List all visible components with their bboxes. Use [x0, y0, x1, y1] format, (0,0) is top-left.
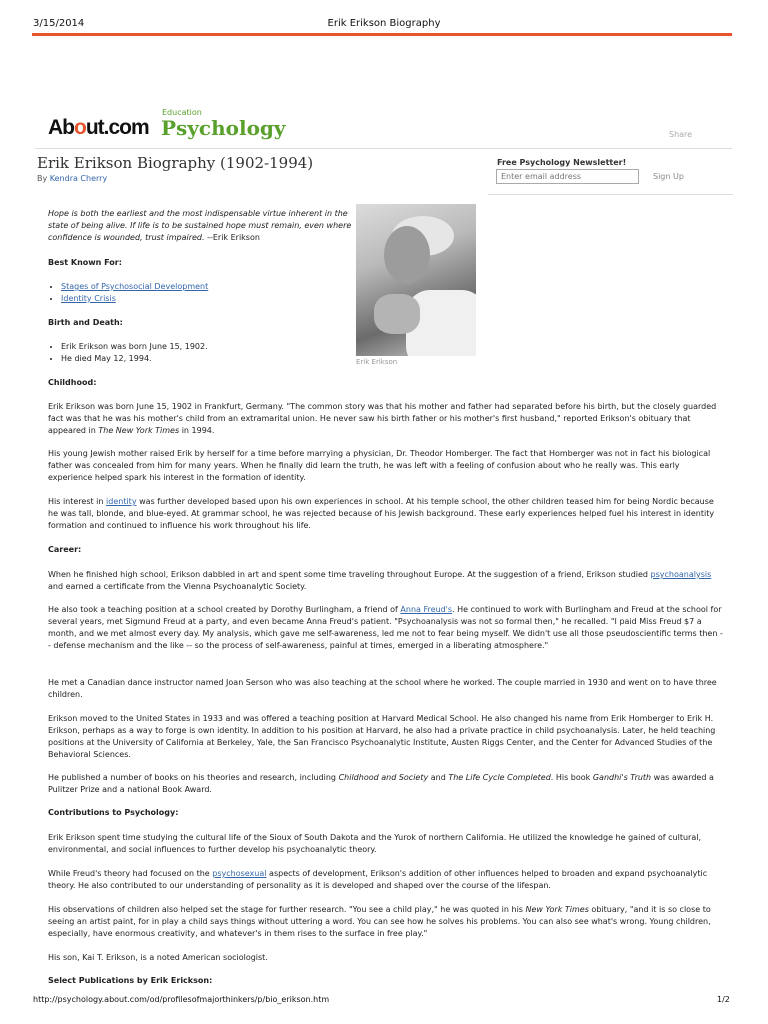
identity-crisis-link[interactable]: Identity Crisis [61, 294, 116, 303]
career-paragraph-4: Erikson moved to the United States in 1933 and was offered a teaching position at Harvard Medical School. He also changed his name from Erik Homberger to Erik H. Erikson, perhaps as a way to forge is own identity. In addition to his position at Harvard, he also had a private practice in child psychoanalysis. Later, he held teaching positions at the University of California at Berkeley, Yale, the San Francisco Psychoanalytic Institute, Austen Riggs Center, and the Center for Advanced Studies of the Behavioral Sciences. [48, 714, 716, 759]
signup-button[interactable]: Sign Up [653, 172, 684, 181]
print-date: 3/15/2014 [33, 18, 85, 29]
epigraph-quote [48, 208, 353, 244]
list-item: • He died May 12, 1994. [61, 353, 208, 365]
childhood-paragraph-1 [48, 401, 723, 437]
share-link[interactable]: Share [669, 130, 693, 139]
contributions-paragraph-2 [48, 868, 723, 892]
page-number: 1/2 [717, 995, 730, 1004]
header-divider [32, 33, 732, 36]
career-paragraph-2 [48, 604, 723, 652]
list-item: • Erik Erikson was born June 15, 1902. [61, 341, 208, 353]
career-paragraph-1 [48, 569, 723, 593]
book-title: Gandhi's Truth [592, 773, 652, 782]
text: obituary, "and it is so close to seeing an artist paint, for in play a child says things without uttering a word. You can see how he solves his problems. You can also see what's wrong. Young children, especially, have enormous creativity, and whatever's in them rises to the surface in free play." [48, 905, 711, 938]
contributions-heading: Contributions to Psychology: [48, 808, 179, 817]
contributions-paragraph-4: His son, Kai T. Erikson, is a noted American sociologist. [48, 953, 268, 962]
text: He published a number of books on his theories and research, including [48, 773, 339, 782]
anna-freud-link[interactable]: Anna Freud's [400, 605, 453, 614]
psychoanalysis-link[interactable]: psychoanalysis [650, 570, 712, 579]
publications-heading: Select Publications by Erik Erickson: [48, 976, 213, 985]
childhood-heading: Childhood: [48, 378, 97, 387]
career-paragraph-5 [48, 772, 723, 796]
author-link[interactable]: Kendra Cherry [49, 174, 108, 183]
print-title: Erik Erikson Biography [327, 18, 441, 29]
text: While Freud's theory had focused on the [48, 869, 213, 878]
page-url: http://psychology.about.com/od/profilesofmajorthinkers/p/bio_erikson.htm [33, 995, 330, 1004]
header-rule [35, 148, 732, 149]
best-known-list [48, 281, 208, 305]
psychosexual-link[interactable]: psychosexual [212, 869, 267, 878]
erikson-photo [356, 204, 476, 356]
print-header [0, 0, 768, 36]
text: in 1994. [179, 426, 215, 435]
childhood-paragraph-2: His young Jewish mother raised Erik by herself for a time before marrying a physician, Dr. Theodor Homberger. The fact that Homberger was not in fact his biological father was concealed from him for many years. When he finally did learn the truth, he was left with a feeling of confusion about who he really was. This early experience helped spark his interest in the formation of identity. [48, 449, 711, 482]
quote-attribution: --Erik Erikson [204, 233, 260, 242]
text: was awarded a Pulitzer Prize and a national Book Award. [48, 773, 714, 794]
text: and [428, 773, 449, 782]
article-title: Erik Erikson Biography (1902-1994) [37, 154, 314, 172]
text: His interest in [48, 497, 107, 506]
text: aspects of development, Erikson's addition of other influences helped to broaden and expand psychoanalytic theory. He also contributed to our understanding of personality as it is developed and shaped over the course of the lifespan. [48, 869, 708, 890]
childhood-paragraph-3 [48, 496, 723, 532]
byline [37, 174, 107, 183]
byline-label: By [37, 174, 48, 183]
newsletter-email-input[interactable] [496, 169, 639, 184]
logo-accent: o [74, 116, 86, 139]
quote-text: Hope is both the earliest and the most indispensable virtue inherent in the state of being alive. If life is to be sustained hope must remain, even where confidence is wounded, trust impaired. [48, 209, 352, 242]
text: When he finished high school, Erikson dabbled in art and spent some time traveling throughout Europe. At the suggestion of a friend, Erikson studied [48, 570, 651, 579]
birth-death-list [48, 341, 208, 365]
birth-death-heading: Birth and Death: [48, 318, 123, 327]
about-logo: About.com [48, 116, 149, 139]
section-name: Psychology [161, 116, 286, 140]
text: . His book [550, 773, 593, 782]
list-item [61, 293, 208, 305]
text: His observations of children also helped set the stage for further research. "You see a child play," he was quoted in his [48, 905, 526, 914]
text: and earned a certificate from the Vienna Psychoanalytic Society. [48, 582, 307, 591]
text: Erik Erikson was born June 15, 1902 in Frankfurt, Germany. "The common story was that his mother and father had separated before his birth, but the closely guarded fact was that he was his mother's child from an extramarital union. He never saw his birth father or his mother's first husband," reported Erikson's obituary that appeared in [48, 402, 717, 435]
book-title: The Life Cycle Completed [448, 773, 551, 782]
section-tag: Education [162, 108, 202, 117]
text: He also took a teaching position at a school created by Dorothy Burlingham, a friend of [48, 605, 401, 614]
text: was further developed based upon his own experiences in school. At his temple school, the other children teased him for being Nordic because he was tall, blonde, and blue-eyed. At grammar school, he was rejected because of his Jewish background. These early experiences helped fuel his interest in identity formation and continued to influence his work throughout his life. [48, 497, 715, 530]
book-title: Childhood and Society [338, 773, 429, 782]
nyt-title: New York Times [525, 905, 589, 914]
career-paragraph-3: He met a Canadian dance instructor named Joan Serson who was also teaching at the school where he worked. The couple married in 1930 and went on to have three children. [48, 678, 717, 699]
career-heading: Career: [48, 545, 82, 554]
list-item [61, 281, 208, 293]
sidebar-rule [488, 194, 733, 195]
newsletter-label: Free Psychology Newsletter! [497, 158, 627, 167]
best-known-heading: Best Known For: [48, 258, 122, 267]
stages-link[interactable]: Stages of Psychosocial Development [61, 282, 209, 291]
text: . He continued to work with Burlingham and Freud at the school for several years, met Sigmund Freud at a party, and even became Anna Freud's patient. "Psychoanalysis was not so formal then," he recalled. "I paid Miss Freud $7 a month, and we met almost every day. My analysis, which gave me self-awareness, led me not to fear being myself. We didn't use all those pseudoscientific terms then -- defense mechanism and the like -- so the process of self-awareness, painful at times, emerged in a liberating atmosphere." [48, 605, 723, 650]
photo-caption: Erik Erikson [356, 358, 398, 366]
nyt-title: The New York Times [98, 426, 180, 435]
contributions-paragraph-1: Erik Erikson spent time studying the cultural life of the Sioux of South Dakota and the Yurok of northern California. He utilized the knowledge he gained of cultural, environmental, and social influences to further develop his psychoanalytic theory. [48, 833, 702, 854]
contributions-paragraph-3 [48, 904, 723, 940]
site-logo[interactable] [48, 108, 288, 142]
identity-link[interactable]: identity [106, 497, 137, 506]
